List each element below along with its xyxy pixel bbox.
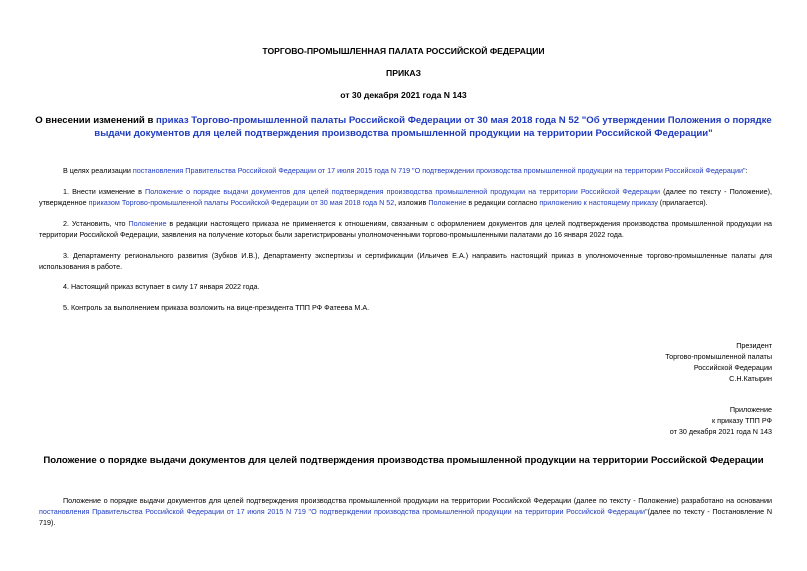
p1-link-regulation[interactable]: Положение о порядке выдачи документов для целей подтверждения производства промышленной продукции на территории Российской Федерации xyxy=(145,187,661,196)
p1-link-appendix[interactable]: приложению к настоящему приказу xyxy=(539,198,658,207)
p1-link-order[interactable]: приказом Торгово-промышленной палаты Российской Федерации от 30 мая 2018 года N 52 xyxy=(88,198,395,207)
p2-text-b: в редакции настоящего приказа не применяется к отношениям, связанным с оформлением документов для целей подтверждения производства промышленной продукции на территории Российской Федерации, заявления на получение которых были зарегистрированы уполномоченными торгово-промышленными палатами до 16 января 2022 года. xyxy=(39,219,772,239)
p2-link-regulation[interactable]: Положение xyxy=(128,219,167,228)
paragraph-4: 4. Настоящий приказ вступает в силу 17 января 2022 года. xyxy=(63,282,260,291)
signature-org: Торгово-промышленной палаты xyxy=(665,352,772,361)
intro-link[interactable]: постановления Правительства Российской Федерации от 17 июля 2015 года N 719 "О подтверждении производства промышленной продукции на территории Российской Федерации" xyxy=(132,166,746,175)
signature-position: Президент xyxy=(736,341,772,350)
signature-block xyxy=(560,340,772,384)
paragraph-1 xyxy=(39,186,772,208)
paragraph-3: 3. Департаменту регионального развития (Зубков И.В.), Департаменту экспертизы и сертификации (Ильичев Е.А.) направить настоящий приказ в уполномоченные торгово-промышленные палаты для использования в работе. xyxy=(39,251,772,271)
paragraph-5: 5. Контроль за выполнением приказа возложить на вице-президента ТПП РФ Фатеева М.А. xyxy=(63,303,370,312)
org-name: ТОРГОВО-ПРОМЫШЛЕННАЯ ПАЛАТА РОССИЙСКОЙ ФЕДЕРАЦИИ xyxy=(262,46,545,56)
intro-colon: : xyxy=(745,166,748,175)
regulation-text-a: Положение о порядке выдачи документов для целей подтверждения производства промышленной продукции на территории Российской Федерации (далее по тексту - Положение) разработано на основании xyxy=(63,496,772,505)
p1-text-b: (далее по тексту - Положение), утвержденное xyxy=(39,187,772,207)
regulation-text-b: (далее по тексту - Постановление N 719). xyxy=(39,507,773,527)
p1-text-a: 1. Внести изменение в xyxy=(63,187,146,196)
regulation-title: Положение о порядке выдачи документов для целей подтверждения производства промышленной продукции на территории Российской Федерации xyxy=(43,455,764,466)
intro-paragraph xyxy=(63,165,777,176)
intro-text: В целях реализации xyxy=(63,166,133,175)
appendix-date: от 30 декабря 2021 года N 143 xyxy=(669,427,772,436)
regulation-link-decree[interactable]: постановления Правительства Российской Федерации от 17 июля 2015 N 719 "О подтверждении производства промышленной продукции на территории Российской Федерации" xyxy=(39,507,648,516)
doc-title xyxy=(30,114,777,140)
doc-title-link[interactable]: приказ Торгово-промышленной палаты Российской Федерации от 30 мая 2018 года N 52 "Об утверждении Положения о порядке выдачи документов для целей подтверждения производства промышленной продукции на территории Российской Федерации" xyxy=(94,115,772,139)
p1-text-c: , изложив xyxy=(394,198,429,207)
appendix-order: к приказу ТПП РФ xyxy=(712,416,772,425)
p1-link-regulation-2[interactable]: Положение xyxy=(428,198,467,207)
doc-title-text: О внесении изменений в xyxy=(35,115,157,126)
appendix-label: Приложение xyxy=(729,405,772,414)
p1-text-d: в редакции согласно xyxy=(466,198,540,207)
doc-date: от 30 декабря 2021 года N 143 xyxy=(340,90,467,100)
appendix-reference xyxy=(560,404,772,437)
p1-text-e: (прилагается). xyxy=(657,198,708,207)
doc-type: ПРИКАЗ xyxy=(386,68,421,78)
paragraph-2 xyxy=(39,218,772,240)
signature-name: С.Н.Катырин xyxy=(729,374,772,383)
p2-text-a: 2. Установить, что xyxy=(63,219,129,228)
signature-country: Российской Федерации xyxy=(693,363,772,372)
regulation-paragraph xyxy=(39,495,772,528)
